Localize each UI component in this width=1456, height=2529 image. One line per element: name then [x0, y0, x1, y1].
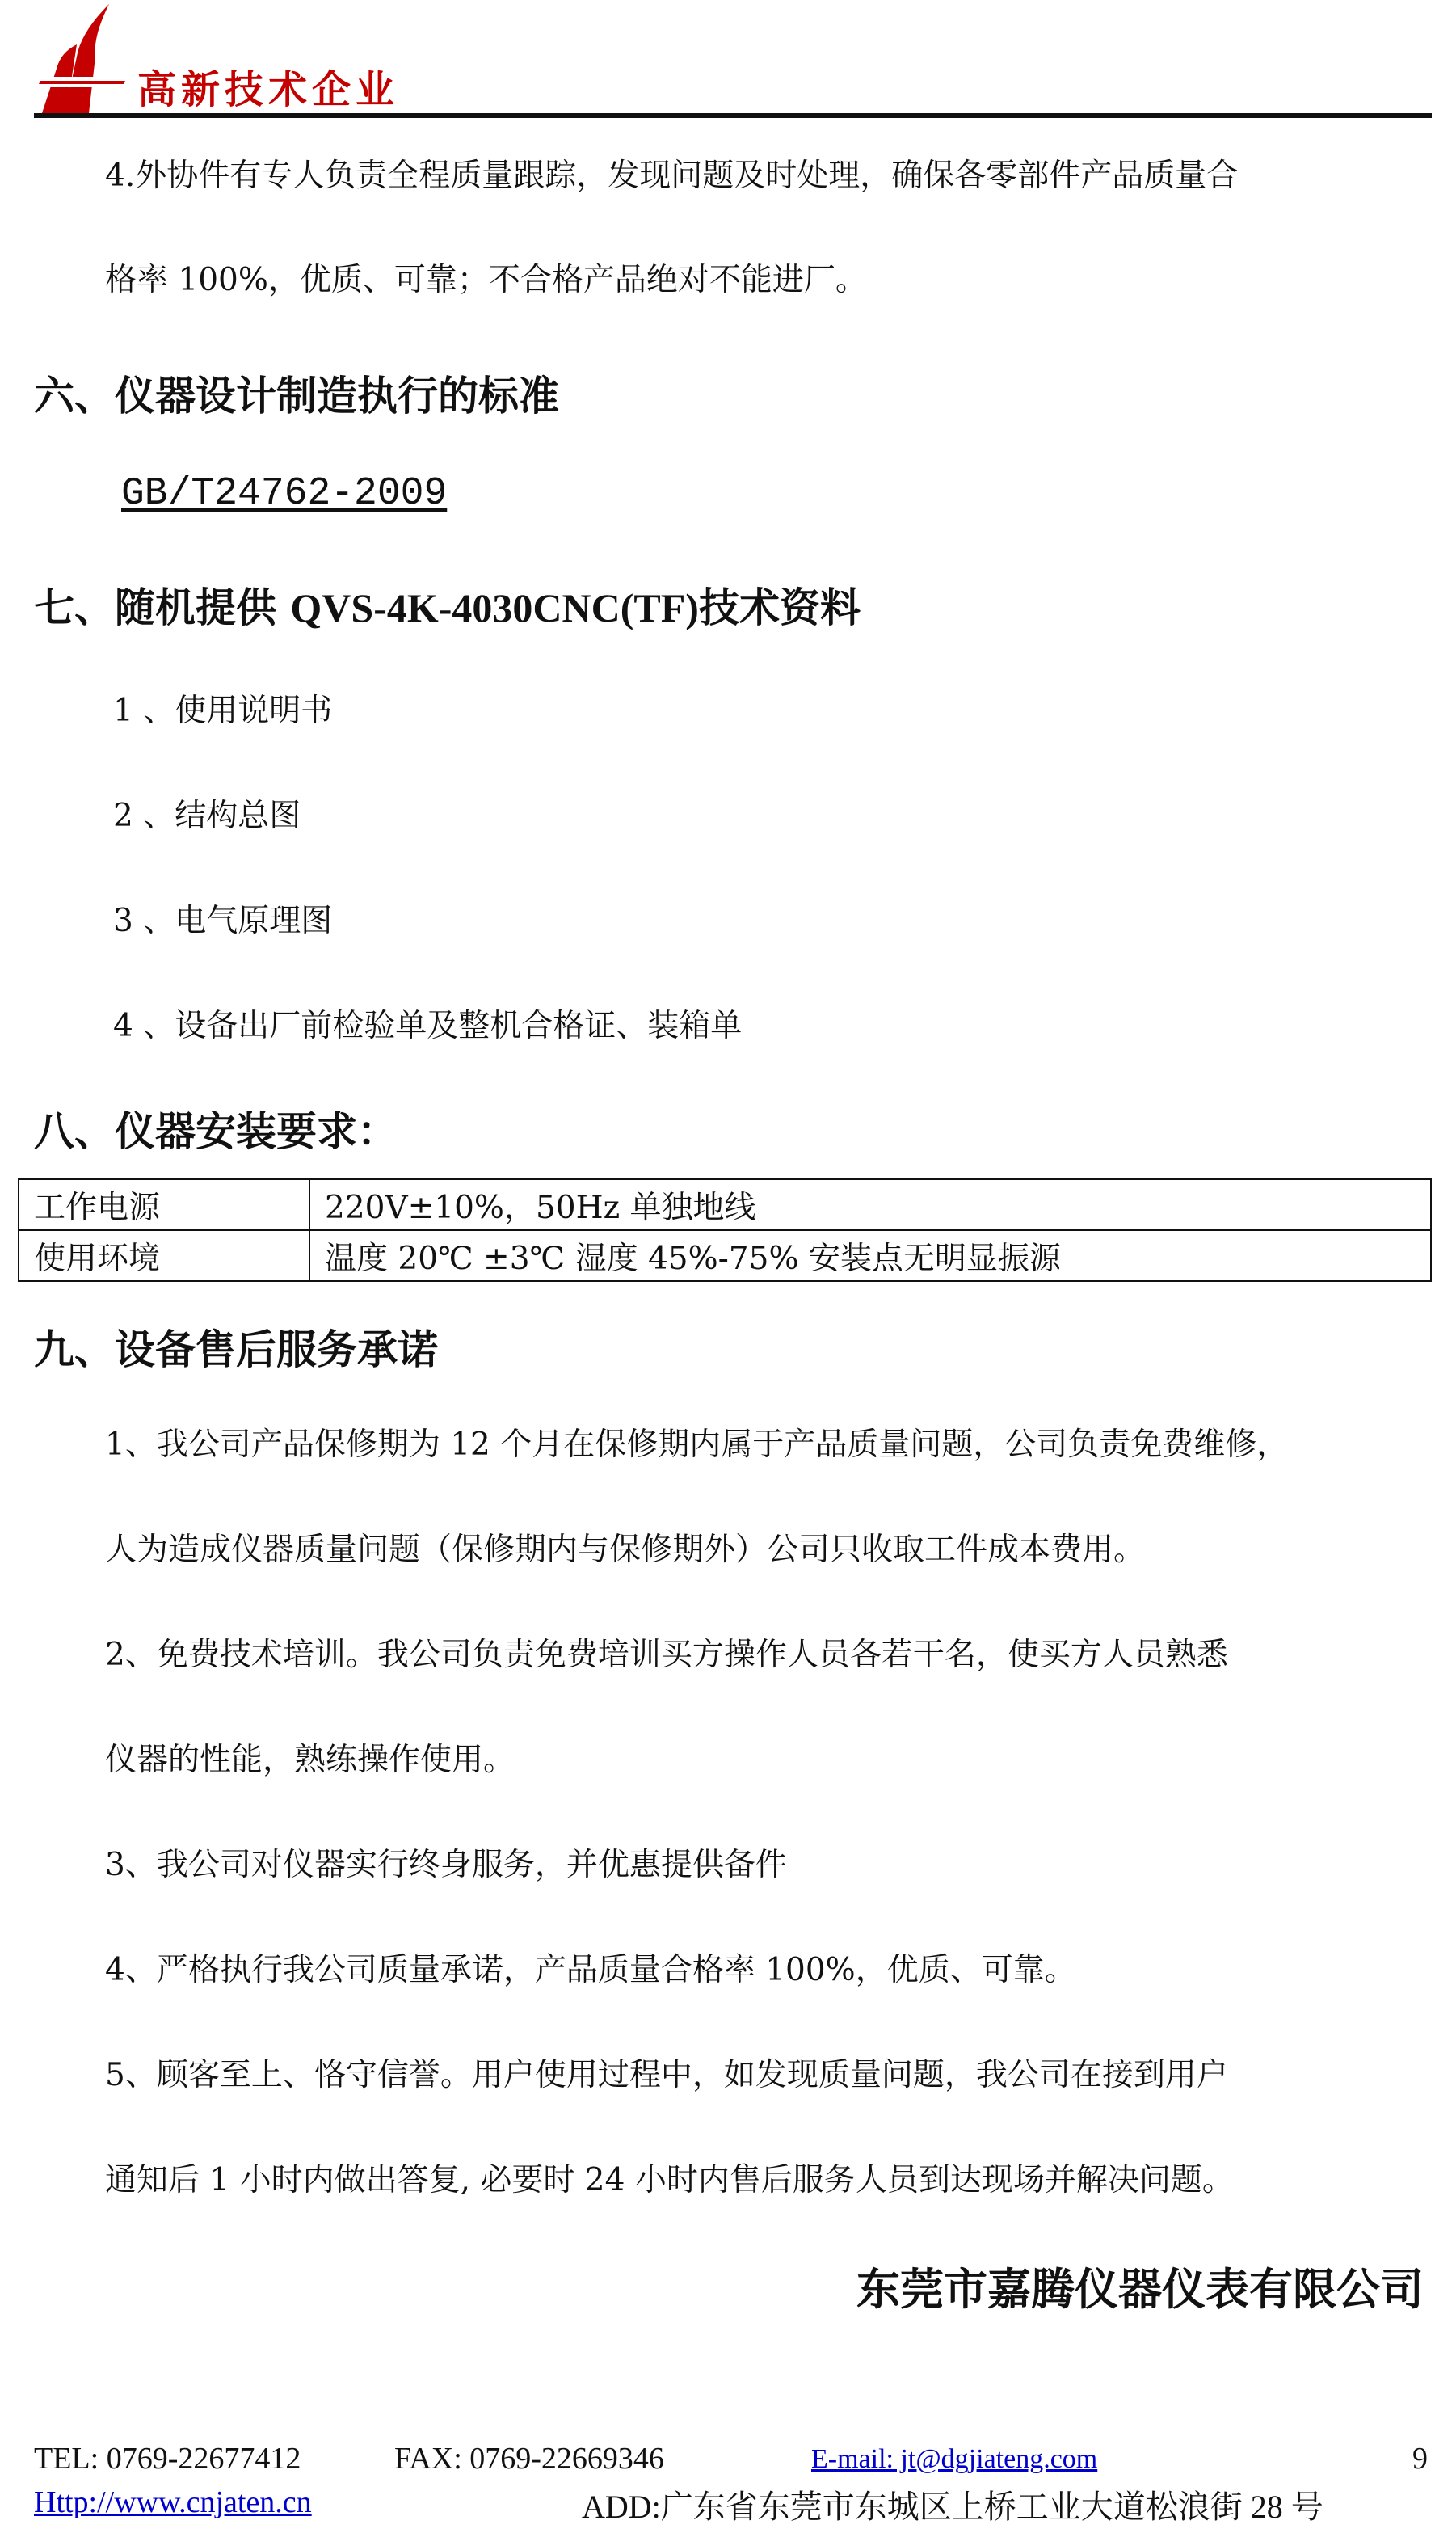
page-number: 9 [1412, 2442, 1428, 2476]
table-cell-label: 工作电源 [19, 1179, 309, 1230]
section-7-suffix: 技术资料 [698, 584, 861, 631]
footer-address: ADD:广东省东莞市东城区上桥工业大道松浪街 28 号 [582, 2489, 1323, 2525]
section-7-heading [34, 575, 861, 634]
section-7-prefix: 七、随机提供 [34, 584, 291, 631]
table-cell-label: 使用环境 [19, 1230, 309, 1281]
install-requirements-table [18, 1178, 1432, 1282]
doc-item-2: 2 、结构总图 [113, 798, 301, 834]
service-p1-line-2: 人为造成仪器质量问题（保修期内与保修期外）公司只收取工件成本费用。 [105, 1532, 1146, 1568]
table-cell-value: 温度 20℃ ±3℃ 湿度 45%-75% 安装点无明显振源 [309, 1230, 1431, 1281]
section-8-heading: 八、仪器安装要求： [34, 1108, 398, 1155]
section-6-heading: 六、仪器设计制造执行的标准 [34, 373, 559, 419]
brand-text: 高新技术企业 [137, 67, 400, 112]
doc-item-1: 1 、使用说明书 [113, 693, 333, 729]
company-logo [32, 0, 129, 121]
service-p5-line-1: 5、顾客至上、恪守信誉。用户使用过程中，如发现质量问题，我公司在接到用户 [105, 2057, 1228, 2093]
header-rule [34, 113, 1432, 118]
footer-email-link[interactable]: E-mail: jt@dgjiateng.com [811, 2444, 1098, 2474]
service-p2-line-2: 仪器的性能，熟练操作使用。 [105, 1742, 515, 1778]
footer-website-link[interactable]: Http://www.cnjaten.cn [34, 2485, 312, 2519]
logo-flame-icon [32, 0, 129, 121]
service-p5-line-2: 通知后 1 小时内做出答复, 必要时 24 小时内售后服务人员到达现场并解决问题。 [105, 2162, 1234, 2198]
table-cell-value: 220V±10%，50Hz 单独地线 [309, 1179, 1431, 1230]
section-7-model: QVS-4K-4030CNC(TF) [290, 585, 699, 630]
doc-item-3: 3 、电气原理图 [113, 903, 333, 939]
service-p1-line-1: 1、我公司产品保修期为 12 个月在保修期内属于产品质量问题，公司负责免费维修， [105, 1427, 1289, 1463]
standard-code: GB/T24762-2009 [121, 472, 448, 516]
footer-fax: FAX: 0769-22669346 [394, 2442, 664, 2476]
intro-line-1: 4.外协件有专人负责全程质量跟踪，发现问题及时处理，确保各零部件产品质量合 [105, 158, 1239, 194]
footer-tel: TEL: 0769-22677412 [34, 2442, 301, 2476]
table-row [19, 1179, 1431, 1230]
service-p2-line-1: 2、免费技术培训。我公司负责免费培训买方操作人员各若干名，使买方人员熟悉 [105, 1637, 1228, 1673]
service-p4: 4、严格执行我公司质量承诺，产品质量合格率 100%，优质、可靠。 [105, 1952, 1076, 1988]
table-row [19, 1230, 1431, 1281]
section-9-heading: 九、设备售后服务承诺 [34, 1326, 438, 1373]
intro-line-2: 格率 100%，优质、可靠；不合格产品绝对不能进厂。 [105, 262, 867, 298]
company-name: 东莞市嘉腾仪器仪表有限公司 [856, 2264, 1424, 2315]
doc-item-4: 4 、设备出厂前检验单及整机合格证、装箱单 [113, 1008, 743, 1044]
service-p3: 3、我公司对仪器实行终身服务，并优惠提供备件 [105, 1847, 787, 1883]
